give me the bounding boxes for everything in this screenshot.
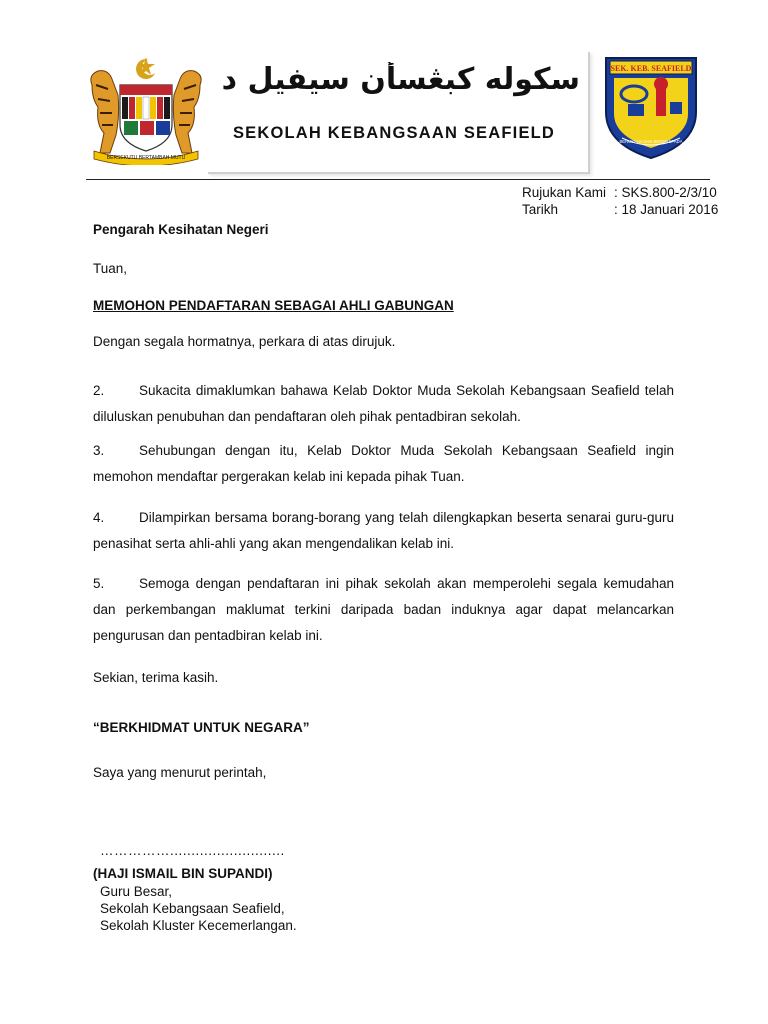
signature-line: ……………...........................	[100, 843, 285, 858]
paragraph-number: 5.	[93, 576, 105, 591]
paragraph-number: 3.	[93, 443, 105, 458]
sign-off: Saya yang menurut perintah,	[93, 765, 267, 780]
reference-value: : SKS.800-2/3/10	[614, 185, 717, 200]
school-name-jawi: سكوله كبڠسأن سيفيل د	[221, 62, 580, 97]
salutation: Tuan,	[93, 261, 128, 276]
paragraph-4	[93, 505, 674, 557]
recipient: Pengarah Kesihatan Negeri	[93, 222, 269, 237]
paragraph-text: Semoga dengan pendaftaran ini pihak sekolah akan memperolehi segala kemudahan dan perkembangan maklumat terkini daripada badan induknya agar dapat melancarkan pengurusan dan pentadbiran kelab ini.	[93, 576, 674, 643]
signatory-title: Guru Besar,	[100, 884, 173, 899]
school-logo-motto: BERUSAHA DAN BERWASPADA	[619, 139, 683, 144]
paragraph-number: 4.	[93, 510, 105, 525]
motto: “BERKHIDMAT UNTUK NEGARA”	[93, 720, 310, 735]
paragraph-5	[93, 571, 674, 649]
school-logo-icon	[600, 52, 702, 162]
paragraph-text: Dilampirkan bersama borang-borang yang telah dilengkapkan beserta senarai guru-guru penasihat serta ahli-ahli yang akan mengendalikan kelab ini.	[93, 510, 674, 551]
school-name: SEKOLAH KEBANGSAAN SEAFIELD	[232, 124, 556, 142]
crest-motto-text: BERSEKUTU BERTAMBAH MUTU	[106, 155, 186, 161]
date-label: Tarikh	[522, 202, 559, 217]
school-logo-title: SEK. KEB. SEAFIELD	[610, 64, 692, 73]
reference-label: Rujukan Kami	[522, 185, 607, 200]
paragraph-text: Sukacita dimaklumkan bahawa Kelab Doktor Muda Sekolah Kebangsaan Seafield telah diluluskan penubuhan dan pendaftaran oleh pihak pentadbiran sekolah.	[93, 383, 674, 424]
letter-subject: MEMOHON PENDAFTARAN SEBAGAI AHLI GABUNGAN	[93, 298, 454, 313]
signatory-school: Sekolah Kebangsaan Seafield,	[100, 901, 285, 916]
paragraph-3	[93, 438, 674, 490]
header-rule	[86, 179, 710, 180]
signatory-details	[100, 883, 297, 934]
signatory-name: (HAJI ISMAIL BIN SUPANDI)	[93, 866, 273, 881]
coat-of-arms-icon	[86, 55, 206, 165]
paragraph-number: 2.	[93, 383, 105, 398]
paragraph-text: Sehubungan dengan itu, Kelab Doktor Muda Sekolah Kebangsaan Seafield ingin memohon mendaftar pergerakan kelab ini kepada pihak Tuan.	[93, 443, 674, 484]
paragraph-2	[93, 378, 674, 430]
date-value: : 18 Januari 2016	[614, 202, 719, 217]
opening-line: Dengan segala hormatnya, perkara di atas dirujuk.	[93, 334, 396, 349]
signatory-cluster: Sekolah Kluster Kecemerlangan.	[100, 918, 297, 933]
closing-line: Sekian, terima kasih.	[93, 670, 219, 685]
